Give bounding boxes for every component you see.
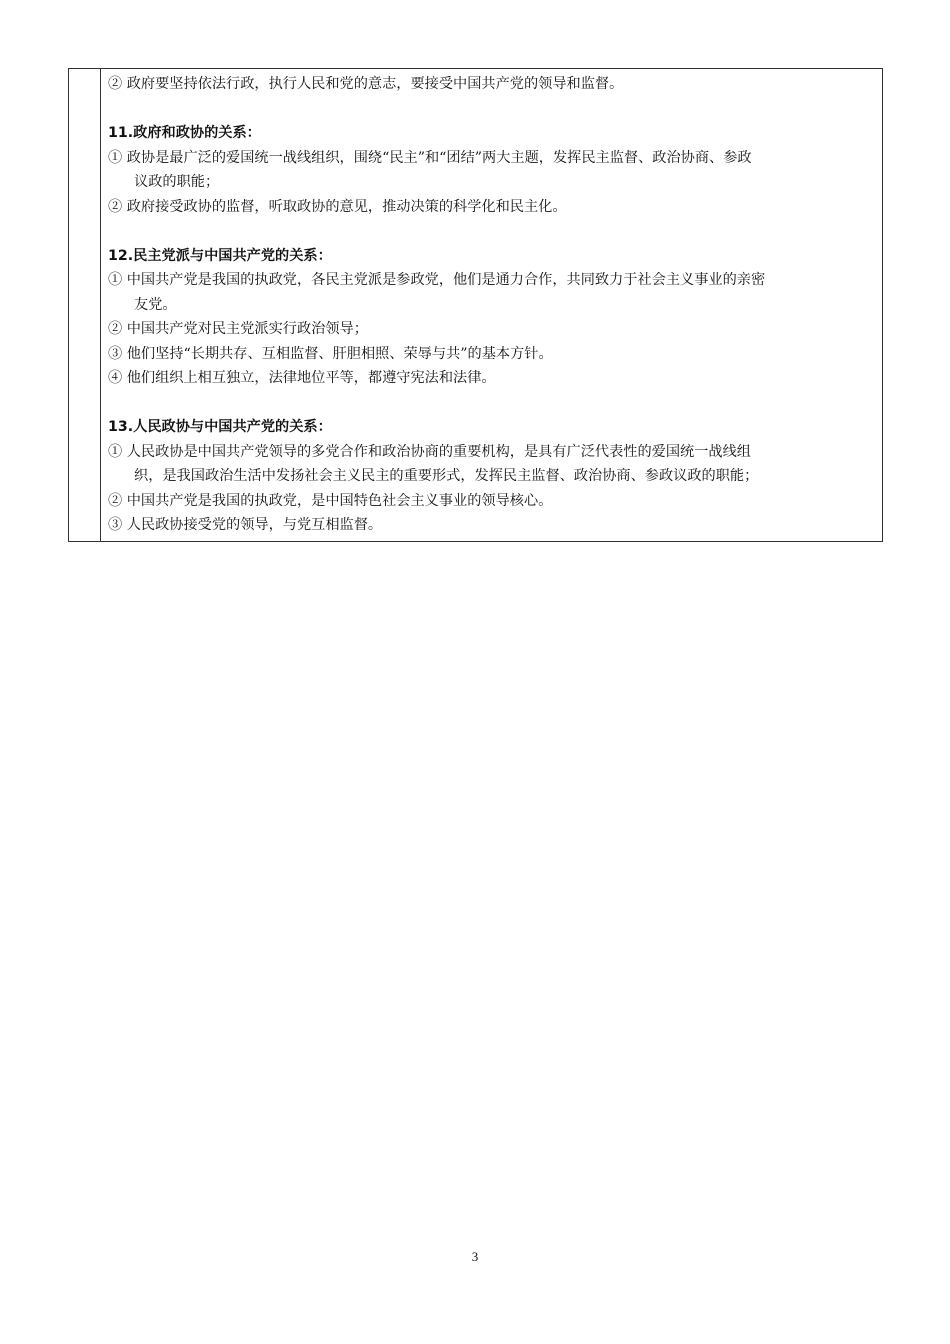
section-12-item-3: ③ 他们坚持“长期共存、互相监督、肝胆相照、荣辱与共”的基本方针。: [108, 345, 553, 362]
section-12-item-1-cont: 友党。: [134, 296, 177, 313]
section-13-item-1-cont: 织，是我国政治生活中发扬社会主义民主的重要形式，发挥民主监督、政治协商、参政议政的职能；: [134, 468, 759, 484]
section-13-heading: 13.人民政协与中国共产党的关系：: [108, 419, 332, 435]
section-12-item-1: ① 中国共产党是我国的执政党，各民主党派是参政党，他们是通力合作，共同致力于社会主义事业的亲密: [108, 272, 766, 288]
section-13-item-3: ③ 人民政协接受党的领导，与党互相监督。: [108, 517, 383, 533]
table-right-column: [101, 69, 882, 541]
section-13-item-2: ② 中国共产党是我国的执政党，是中国特色社会主义事业的领导核心。: [108, 492, 553, 509]
section-12-heading: 12.民主党派与中国共产党的关系：: [108, 247, 332, 264]
section-11-item-1: ① 政协是最广泛的爱国统一战线组织，围绕“民主”和“团结”两大主题，发挥民主监督、政治协商、参政: [108, 149, 752, 166]
section-11-item-2: ② 政府接受政协的监督，听取政协的意见，推动决策的科学化和民主化。: [108, 198, 567, 215]
page-number: 3: [471, 1249, 479, 1264]
section-12-item-2: ② 中国共产党对民主党派实行政治领导；: [108, 321, 368, 337]
top-item: ② 政府要坚持依法行政，执行人民和党的意志，要接受中国共产党的领导和监督。: [108, 76, 624, 92]
content-table: [68, 68, 883, 542]
section-11-item-1-cont: 议政的职能；: [134, 174, 220, 190]
section-11-heading: 11.政府和政协的关系：: [108, 125, 261, 141]
table-left-column: [69, 69, 101, 541]
section-12-item-4: ④ 他们组织上相互独立，法律地位平等，都遵守宪法和法律。: [108, 370, 496, 386]
section-13-item-1: ① 人民政协是中国共产党领导的多党合作和政治协商的重要机构，是具有广泛代表性的爱国统一战线组: [108, 443, 751, 460]
